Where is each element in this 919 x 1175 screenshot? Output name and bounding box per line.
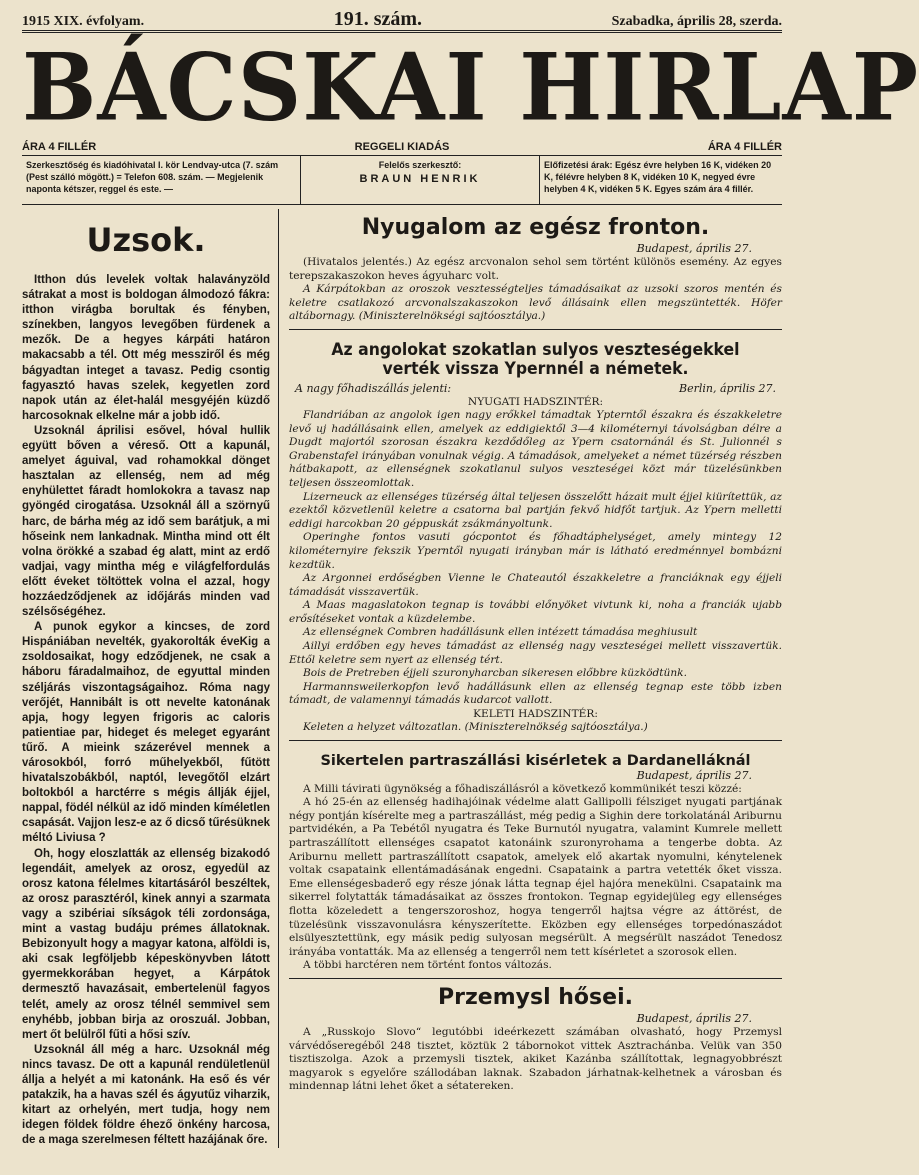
responsible-editor <box>300 156 540 204</box>
article-date: Budapest, április 27. <box>636 768 752 782</box>
article-paragraph: Az ellenségnek Combren hadállásunk ellen intézett támadása meghiusult <box>303 626 698 639</box>
responsible-name: BRAUN HENRIK <box>359 173 481 185</box>
newspaper-page <box>22 8 919 1168</box>
masthead-title: BÁCSKAI HIRLAP <box>22 32 919 142</box>
article-paragraph: Bois de Pretreben éjjeli szuronyharcban sikeresen előbbre küzködtünk. <box>303 667 687 680</box>
uzsok-paragraph: Itthon dús levelek voltak halaványzöld sátrakat a most is boldogan álmodozó fákra: itthon virágba borultak és fényben, színekben, langyos levegőben fürdenek a mezők. De a hegyes kárpáti határon makacsabb a tél. Ott még messziről és még bágyadtan integet a tavasz. Pedig csontig fagyasztó havas szelek, kegyetlen zord napok után az élet-halál mesgyéjén küzdő harcosoknak elkelne már a jobb idő. <box>22 274 270 422</box>
article-title: Sikertelen partraszállási kisérletek a Dardanelláknál <box>320 752 751 769</box>
uzsok-paragraph: A punok egykor a kincses, de zord Hispániában nevelték, gyakorolták éveKig a zsoldosaikat, hogy edződjenek, ne csak a háboru fáradalmaihoz, de egyuttal minden széljárás viszontagságaihoz. Róma nagy verőjét, Hannibált is ott nevelte katonának apja, hogy legyen frigoris ac caloris patientiae par, hideget és meleget egyaránt tűrő. A mieink százerével mennek a városokból, forró műhelyekből, fűtött hivatalszobákból, naptól, levegőtől elzárt boltokból a harctérre s mégis állják éjjel, nappal, födél nélkül az idő minden kíméletlen csapását. Vajjon lesz-e az ő dicső tűrésüknek méltó Liviusa ? <box>22 621 270 845</box>
price-right: ÁRA 4 FILLÉR <box>707 141 782 153</box>
article-title: Przemysl hősei. <box>438 984 633 1010</box>
article-paragraph: (Hivatalos jelentés.) Az egész arcvonalon sehol sem történt különös esemény. Az egyes terepszakaszokon heves ágyuharc volt. <box>289 256 782 282</box>
article-title: Nyugalom az egész fronton. <box>361 215 710 240</box>
section-heading: NYUGATI HADSZINTÉR: <box>467 395 604 408</box>
uzsok-paragraph: Oh, hogy eloszlatták az ellenség bizakodó legendáit, amelyek az orosz, egyedül az orosz katona félelmes kitartásáról beszéltek, az orosz parasztéról, kinek annyi a szarmata vagy a szibériai síkságok téli zordonsága, mint a vastag budáju prémes állatoknak. Bebizonyult hogy a magyar katona, alföldi is, aki csak legföljebb képeskönyvben látott gyermekkorában hegyet, a Kárpátok dermesztő havazásait, embertelenül fagyos telét, amely az orosz télnél semmivel sem enyhébb, jobban birja az oroszuál. Jobban, mert őt belülről fűti a hősi szív. <box>22 847 270 1041</box>
dateline <box>289 1012 782 1026</box>
dateline <box>289 242 782 256</box>
article-paragraph: A „Russkojo Slovo“ legutóbbi ideérkezett számában olvasható, hogy Przemysl várvédőseregéből 248 tisztet, köztük 2 tábornokot vittek Asztrachánba. Velük van 350 tisztiszolga. Azok a przemysli tisztek, akiket Kazánba szállítottak, legnagyobbrészt magyarok s egyelőre szállodában laknak. Szabadon járhatnak-kelhetnek a városban és mindennap látni lehet őket a sétatereken. <box>289 1025 782 1093</box>
divider <box>289 978 782 979</box>
info-bar <box>22 155 782 205</box>
article-paragraph: Az Argonnei erdőségben Vienne le Chateautól északkeletre a franciáknak egy éjjeli támadását visszavertük. <box>289 572 782 598</box>
subscription-info: Előfizetési árak: Egész évre helyben 16 K, vidéken 20 K, félévre helyben 8 K, vidéken 10 K, negyed évre helyben 4 K, vidéken 5 K. Egyes szám ára 4 fillér. <box>544 160 772 194</box>
responsible-label: Felelős szerkesztő: <box>378 160 462 170</box>
article-paragraph: Keleten a helyzet változatlan. (Miniszterelnökség sajtóosztálya.) <box>303 721 648 734</box>
issue-number: 191. szám. <box>333 8 423 30</box>
section-heading: KELETI HADSZINTÉR: <box>473 708 598 721</box>
article-paragraph: Operinghe fontos vasuti gócpontot és főhadtáphelységet, amely mintegy 12 kilométernyire fekszik Yperntől nyugati irányban már is látható eredménnyel bombázni kezdtük. <box>289 531 782 571</box>
uzsok-paragraph: Uzsoknál áprilisi esővel, hóval hullik együtt bőven a véreső. Ott a kapunál, amelyet águival, vad rohamokkal dönget hasztalan az ellenség, nem ad még enyhülettet fáradt homlokokra a tavasz nap gyöngéd cirogatása. Uzsoknál áll a szörnyű harc, de bárha még az idő sem barátjuk, a mi hőseink nem lankadnak. Mintha mind ott élt volna örökké a szabad ég alatt, mint az erdő vadjai, vagy mintha még e világfelfordulás előtt éveket töltöttek volna el azzal, hogy hozzáedződjenek az időjárás minden vad szélsőségéhez. <box>22 424 270 619</box>
edition-label: REGGELI KIADÁS <box>354 141 450 153</box>
price-left: ÁRA 4 FILLÉR <box>22 141 97 153</box>
right-column <box>279 209 782 1148</box>
article-paragraph: A hó 25-én az ellenség hadihajóinak védelme alatt Gallipolli félsziget nyugati partjának négy pontján kísérelte meg a partraszállást, még pedig a Sighin dere torkolatánál Ariburnu partvidékén, a Pa Tebétől nyugatra és Teke Burnutól nyugatra, valamint Kumrele mellett partraszállított ellenséges csapatot katonáink szuronyrohama a tengerbe dobta. Az Ariburnu mellett partraszállított csapatok, amelyek elő akartak nyomulni, kénytelenek voltak csapataink ellentámadásának engedni. Csapataink a partra vetették őket vissza. Eme ellenségesbaderő egy része jónak látta tegnap éjel hajóra menekülni. Csapataink ma sikerrel folytatták támadásaikat az összes frontokon. Tegnap egyidejüleg egy ellenséges flotta közeledett a tengerszoroshoz, hogya tengerről hajtsa végre az áttörést, de tüzelésünk visszavonulásra kényszerítette. Eközben egy ellenséges torpedónaszádot elsülyesztettünk, egy másik pedig sulyosan megsérült. A megsérült naszádot Tenedosz irányába vontatták. Ma az ellenség a tengerről nem tett kísérletet a szorosok ellen. <box>289 796 782 958</box>
article-date: Budapest, április 27. <box>636 1011 752 1025</box>
article-date: Budapest, április 27. <box>636 242 752 255</box>
dateline <box>289 769 782 783</box>
uzsok-paragraph: Uzsoknál áll még a harc. Uzsoknál még nincs tavasz. De ott a kapunál rendületlenül állja a helyét a mi katonánk. Ha eső és vér patakzik, ha a havas szél és ágyutűz viharzik, kitart az orhelyén, mert tudja, hogy nem idegen földek földre éhező önkény harcosa, de a maga szerelmesen féltett hazájának őre. <box>22 1043 270 1147</box>
editorial-info: Szerkesztőség és kiadóhivatal I. kör Lendvay-utca (7. szám (Pest szálló mögött.) = Telefon 608. szám. — Megjelenik naponta kétszer, reggel és este. — <box>26 160 279 194</box>
article-title: Az angolokat szokatlan sulyos veszteségekkel verték vissza Ypernnél a németek. <box>331 339 740 378</box>
divider <box>289 740 782 741</box>
divider <box>289 329 782 330</box>
year-label: 1915 XIX. évfolyam. <box>22 14 145 29</box>
article-paragraph: A Milli távirati ügynökség a főhadiszállásról a következő kommünikét teszi közzé: <box>303 782 742 795</box>
article-paragraph: A Kárpátokban az oroszok vesztességteljes támadásaikat az uzsoki szoros mentén és keletre csatlakozó arcvonalszakaszokon levő állásaink ellen megszüntették. Höfer altábornagy. (Miniszterelnökségi sajtóosztálya.) <box>289 283 782 323</box>
article-paragraph: Lizerneuck az ellenséges tüzérség által teljesen összelőtt házait mult éjjel kiürítettük, az ezektől közvetlenül keletre a csatorna bal partján fekvő hidfőt tartjuk. Az Ypern melletti eddigi harcokban 20 géppuskát zsákmányoltunk. <box>289 490 782 530</box>
place-date: Szabadka, április 28, szerda. <box>611 14 782 29</box>
article-date: Berlin, április 27. <box>678 381 776 395</box>
article-paragraph: Flandriában az angolok igen nagy erőkkel támadtak Ypterntől északra és északkeletre levő uj hadállásaink ellen, amelyek az eddigiektől 3—4 kilométernyi távolságban délre a Dugdt majortól szorosan északra kezdődőleg az Ypern csatornánál és St. Julionnél s Grabenstafel irányában vonulnak végig. A támadások, amelyeket a német tüzérség részben hátbakapott, az ellenségnek szokatlanul sulyos veszteségei közt már tüzelésünkben teljesen összeomlottak. <box>289 408 782 489</box>
article-paragraph: A Maas magaslatokon tegnap is további előnyöket vivtunk ki, noha a franciák ujabb erősítéseket vontak a küzdelembe. <box>289 599 782 625</box>
article-paragraph: Harmannsweilerkopfon levő hadállásunk ellen az ellenség tegnap este több izben támadt, de valamennyi támadás kudarcot vallott. <box>289 680 782 707</box>
article-source: A nagy főhadiszállás jelenti: <box>295 381 452 395</box>
top-line <box>22 8 782 28</box>
article-paragraph: A többi harctéren nem történt fontos változás. <box>303 959 552 972</box>
page-body <box>22 209 782 1148</box>
left-column <box>22 209 279 1148</box>
uzsok-title: Uzsok. <box>86 221 206 259</box>
dateline <box>289 382 782 396</box>
article-paragraph: Aillyi erdőben egy heves támadást az ellenség nagy veszteségei mellett visszavertük. Ettől keletre sem nyert az ellenség tért. <box>289 640 782 666</box>
